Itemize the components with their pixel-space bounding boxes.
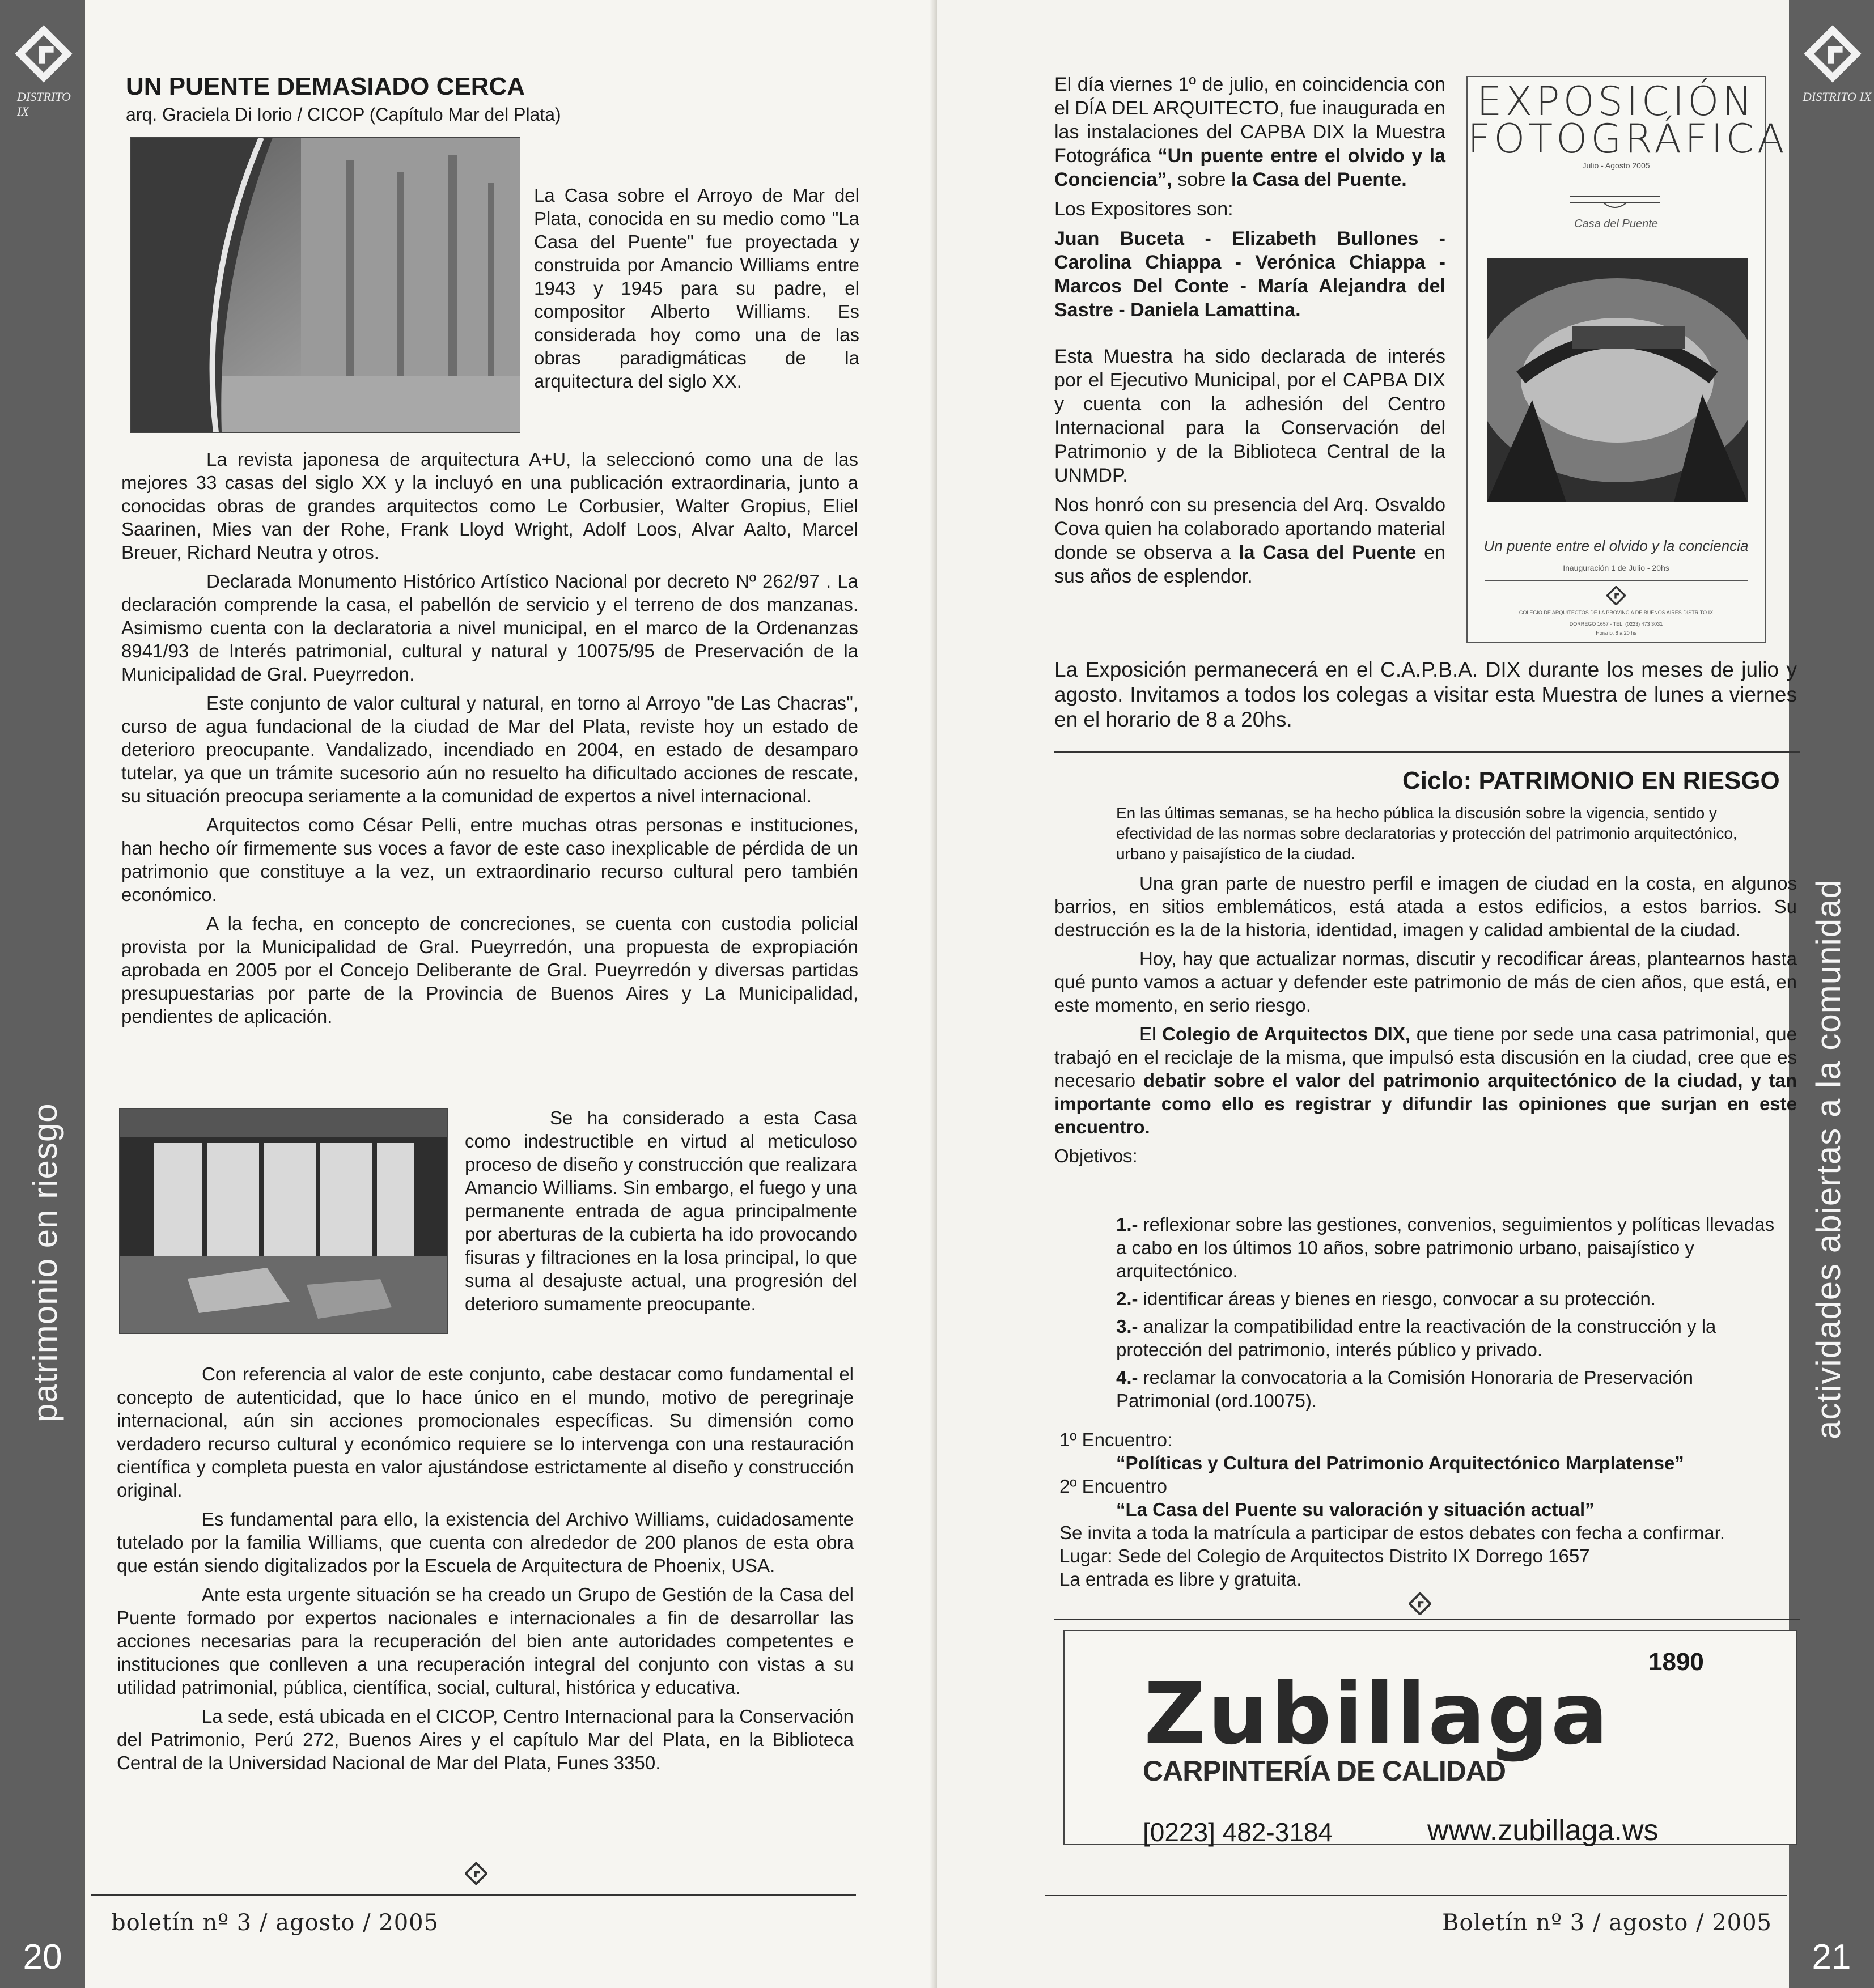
footer-rule [91,1894,856,1896]
expositores-label: Los Expositores son: [1054,198,1233,220]
section-rule [1054,751,1800,753]
expo-intro: El día viernes 1º de julio, en coincidencia con el DÍA DEL ARQUITECTO, fue inaugurada en las instalaciones del CAPBA DIX la Muestra Fotográfica [1054,74,1445,167]
article-byline: arq. Graciela Di Iorio / CICOP (Capítulo Mar del Plata) [126,104,561,125]
poster-title-line1: EXPOSICIÓN [1477,78,1756,125]
objetivos-list [1116,1213,1785,1412]
objetivo-text: reflexionar sobre las gestiones, convenios, seguimientos y políticas llevadas a cabo en los últimos 10 años, sobre patrimonio urbano, paisajístico y arquitectónico. [1116,1214,1775,1281]
ciclo-title: Ciclo: PATRIMONIO EN RIESGO [1402,767,1780,795]
zubillaga-advertisement [1063,1630,1797,1845]
objetivos-label: Objetivos: [1054,1145,1138,1166]
capba-logo-icon [12,23,75,85]
objetivo-item [1116,1315,1785,1361]
capba-logo-icon [1801,23,1864,85]
permanencia-block [1054,657,1797,738]
body-paragraph: Arquitectos como César Pelli, entre muchas otras personas e instituciones, han hecho oír firmemente sus voces a favor de este caso inexplicable de pérdida de un patrimonio que constituye a la vez, un extraordinario recurso cultural pero también económico. [121,814,858,905]
permanencia-paragraph: La Exposición permanecerá en el C.A.P.B.A. DIX durante los meses de julio y agosto. Invitamos a todos los colegas a visitar esta Muestra de lunes a viernes en el horario de 8 a 20hs. [1054,658,1797,731]
interes-paragraph: Esta Muestra ha sido declarada de interés por el Ejecutivo Municipal, por el CAPBA DIX y cuenta con la adhesión del Centro Internacional para la Conservación del Patrimonio y de la Biblioteca Central de la UNMDP. [1054,346,1445,486]
encuentro2-label: 2º Encuentro [1059,1476,1168,1497]
ciclo-p3-debatir: debatir sobre el valor del patrimonio arquitectónico de la ciudad, y tan importante como ello es registrar y difundir las opiniones que surjan en este encuentro. [1054,1070,1797,1137]
ad-phone: [0223] 482-3184 [1143,1817,1333,1847]
objetivo-item [1116,1213,1785,1282]
ciclo-lead-block [1116,803,1740,870]
ad-rule [1054,1619,1800,1620]
objetivo-number: 1.- [1116,1214,1138,1235]
poster-rule [1485,580,1748,581]
page-number: 21 [1812,1937,1851,1977]
objetivo-text: identificar áreas y bienes en riesgo, convocar a su protección. [1143,1288,1656,1309]
left-side-strip [0,0,85,1988]
poster-bridge-photo [1487,258,1748,502]
objetivo-item [1116,1366,1785,1412]
poster-casa: Casa del Puente [1574,218,1658,230]
body-paragraph: Con referencia al valor de este conjunto, cabe destacar como fundamental el concepto de autenticidad, que lo hace único en el mundo, motivo de peregrinaje internacional, aún sin acciones promocionales específicas. Su dimensión como verdadero recurso cultural y económico requiere se lo intervenga con una restauración científica y completa puesta en valor ajustándose estrictamente al diseño y construcción original. [117,1363,854,1501]
cova-paragraph [1054,493,1445,588]
expo-intro-paragraph [1054,73,1445,192]
right-side-strip [1789,0,1874,1988]
expo-place: la Casa del Puente. [1231,169,1407,190]
logo-label: DISTRITO IX [17,90,71,118]
body-paragraph: Declarada Monumento Histórico Artístico Nacional por decreto Nº 262/97 . La declaración comprende la casa, el pabellón de servicio y el terreno de dos manzanas. Asimismo cuenta con la declaratoria a nivel municipal, en el marco de la Ordenanzas 8941/93 de Interés patrimonial, cultural y natural y 10075/95 de Preservación de la Municipalidad de Gral. Pueyrredon. [121,571,858,685]
poster-inauguration: Inauguración 1 de Julio - 20hs [1563,563,1669,572]
ad-year: 1890 [1648,1648,1704,1676]
expo-block [1054,73,1445,594]
objetivo-text: reclamar la convocatoria a la Comisión Honoraria de Preservación Patrimonial (ord.10075). [1116,1367,1693,1411]
body-paragraph: La sede, está ubicada en el CICOP, Centro Internacional para la Conservación del Patrimonio, Perú 272, Buenos Aires y el capítulo Mar del Plata, en la Biblioteca Central de la Universidad Nacional de Mar del Plata, Funes 3350. [117,1706,854,1773]
encuentro1-title: “Políticas y Cultura del Patrimonio Arquitectónico Marplatense” [1116,1452,1684,1473]
ciclo-body [1054,872,1797,1173]
ciclo-p3-el: El [1139,1023,1156,1044]
body-paragraph: A la fecha, en concepto de concreciones, se cuenta con custodia policial provista por la Municipalidad de Gral. Pueyrredón, una propuesta de expropiación aprobada en 2005 por el Concejo Deliberante de Gral. Pueyrredón y diversas partidas presupuestarias por parte de la Provincia de Buenos Aires y La Municipalidad, pendientes de aplicación. [121,913,858,1027]
body-paragraph: Ante esta urgente situación se ha creado un Grupo de Gestión de la Casa del Puente formado por expertos nacionales e internacionales a fin de desarrollar las acciones necesarias para la recuperación del bien ante autoridades competentes e instituciones que conlleven a una recuperación integral del conjunto con vistas a su utilidad patrimonial, pública, científica, social, cultural, histórica y educativa. [117,1584,854,1698]
exhibition-poster [1466,76,1788,643]
ciclo-paragraph: Hoy, hay que actualizar normas, discutir y recodificar áreas, plantearnos hasta qué punto vamos a actuar y defender este patrimonio de más de cien años, que está, en este momento, en serio riesgo. [1054,948,1797,1016]
logo-label: DISTRITO IX [1803,90,1872,104]
objetivo-number: 4.- [1116,1367,1138,1388]
expo-title: “Un puente entre el olvido y la Conciencia”, [1054,145,1445,190]
section-strip-label: actividades abiertas a la comunidad [1809,879,1847,1439]
article-title: UN PUENTE DEMASIADO CERCA [126,73,525,100]
poster-address: DORREGO 1657 - TEL: (0223) 473 3031 [1569,621,1663,627]
encuentro2-title: “La Casa del Puente su valoración y situación actual” [1116,1499,1595,1520]
ciclo-lead: En las últimas semanas, se ha hecho pública la discusión sobre la vigencia, sentido y efectividad de las normas sobre declaratorias y protección del patrimonio arquitectónico, urbano y paisajístico de la ciudad. [1116,804,1737,863]
article-body-top [121,448,858,1034]
ciclo-p3-colegio: Colegio de Arquitectos DIX, [1162,1023,1411,1044]
bridge-house-photo [130,137,520,433]
ad-brand-name: Zubillaga [1144,1665,1610,1764]
body-paragraph: Se ha considerado a esta Casa como indestructible en virtud al meticuloso proceso de diseño y construcción que realizara Amancio Williams. Sin embargo, el fuego y una permanente entrada de agua principalmente por aberturas de la cubierta ha ido provocando fisuras y filtraciones en la losa principal, lo que suma al desajuste actual, una progresión del deterioro sumamente preocupante. [465,1107,857,1314]
poster-caption: Un puente entre el olvido y la conciencia [1483,537,1749,554]
body-paragraph: Este conjunto de valor cultural y natural, en torno al Arroyo "de Las Chacras", curso de agua fundacional de la ciudad de Mar del Plata, reviste hoy un estado de deterioro preocupante. Vandalizado, incendiado en 2004, en estado de desamparo tutelar, ya que un trámite sucesorio aún no resuelto ha dificultado acciones de rescate, su situación preocupa seriamente a la comunidad de expertos a nivel internacional. [121,693,858,806]
ciclo-paragraph: Una gran parte de nuestro perfil e imagen de ciudad en la costa, en algunos barrios, en sitios emblemáticos, está atada a estos edificios, a estos barrios. Su destrucción es la de la historia, identidad, imagen y calidad ambiental de la ciudad. [1054,873,1797,940]
objetivo-number: 3.- [1116,1316,1138,1337]
encuentro1-label: 1º Encuentro: [1059,1429,1173,1450]
poster-dates: Julio - Agosto 2005 [1582,161,1650,170]
intro-paragraph: La Casa sobre el Arroyo de Mar del Plata, conocida en su medio como "La Casa del Puente" fue proyectada y construida por Amancio Williams entre 1943 y 1945 para su padre, el compositor Alberto Williams. Es considerada hoy como una de las obras paradigmáticas de la arquitectura del siglo XX. [534,185,859,392]
lugar-text: Lugar: Sede del Colegio de Arquitectos Distrito IX Dorrego 1657 [1059,1545,1590,1566]
cova-end: en sus años de esplendor. [1054,542,1445,587]
ciclo-p3-text: que tiene por sede una casa patrimonial, que trabajó en el reciclaje de la misma, que impulsó esta discusión en la ciudad, cree que es necesario [1054,1023,1797,1091]
burned-interior-photo [119,1108,448,1334]
right-page [937,0,1874,1988]
ad-tagline: CARPINTERÍA DE CALIDAD [1143,1755,1506,1787]
entrada-text: La entrada es libre y gratuita. [1059,1569,1302,1590]
capba-logo-icon [465,1862,487,1885]
expo-sobre: sobre [1177,169,1226,190]
objetivo-text: analizar la compatibilidad entre la reactivación de la construcción y la protección del patrimonio, interés público y privado. [1116,1316,1716,1360]
ad-website: www.zubillaga.ws [1427,1814,1659,1847]
footer-text: boletín nº 3 / agosto / 2005 [111,1910,439,1936]
cova-bold: la Casa del Puente [1239,542,1417,563]
capba-logo-icon [1409,1592,1431,1615]
cova-text: Nos honró con su presencia del Arq. Osvaldo Cova quien ha colaborado aportando material donde se observa a [1054,494,1445,563]
capba-logo-icon [1606,586,1626,605]
invita-text: Se invita a toda la matrícula a participar de estos debates con fecha a confirmar. [1059,1522,1725,1543]
fire-paragraph-block [465,1106,857,1321]
poster-title-line2: FOTOGRÁFICA [1468,116,1788,162]
encuentros-block [1059,1428,1808,1591]
intro-paragraph-block [534,184,859,398]
bridge-line-icon [1564,190,1666,213]
article-body-bottom [117,1362,854,1780]
ciclo-paragraph-colegio [1054,1022,1797,1139]
objetivo-item [1116,1287,1785,1310]
objetivo-number: 2.- [1116,1288,1138,1309]
poster-org: COLEGIO DE ARQUITECTOS DE LA PROVINCIA DE BUENOS AIRES DISTRITO IX [1519,610,1714,615]
footer-rule [1045,1895,1787,1896]
body-paragraph: La revista japonesa de arquitectura A+U, la seleccionó como una de las mejores 33 casas del siglo XX y la incluyó en una publicación extraordinaria, junto a conocidas obras de grandes arquitectos como Le Corbusier, Walter Gropius, Eliel Saarinen, Mies van der Rohe, Frank Lloyd Wright, Adolf Loos, Alvar Aalto, Marcel Breuer, Richard Neutra y otros. [121,449,858,563]
page-number: 20 [23,1937,62,1977]
poster-hours: Horario: 8 a 20 hs [1596,630,1636,636]
footer-text: Boletín nº 3 / agosto / 2005 [1442,1910,1772,1936]
expositores-list: Juan Buceta - Elizabeth Bullones - Carolina Chiappa - Verónica Chiappa - Marcos Del Conte - María Alejandra del Sastre - Daniela Lamattina. [1054,228,1445,321]
section-strip-label: patrimonio en riesgo [26,1103,64,1422]
body-paragraph: Es fundamental para ello, la existencia del Archivo Williams, cuidadosamente tutelado por la familia Williams, que cuenta con alrededor de 200 planos de esta obra que están siendo digitalizados por la Escuela de Arquitectura de Phoenix, USA. [117,1509,854,1576]
